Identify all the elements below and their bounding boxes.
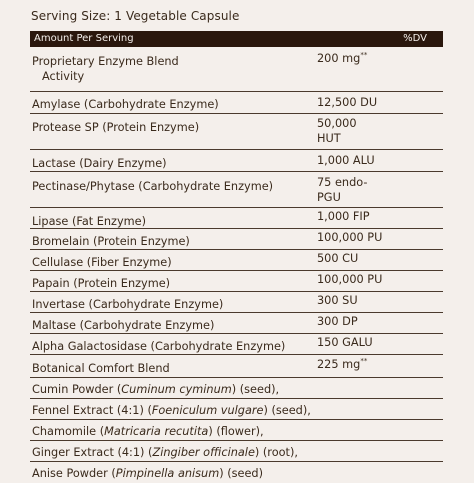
amount-value-line1: 75 endo-	[317, 176, 368, 189]
nutrient-amount: 150 GALU	[317, 336, 373, 349]
ingredient-text	[32, 382, 279, 397]
amount-per-serving-label: Amount Per Serving	[34, 33, 134, 44]
nutrient-name: Cellulase (Fiber Enzyme)	[32, 256, 172, 269]
nutrient-name-line2: Activity	[42, 70, 85, 83]
nutrient-name: Botanical Comfort Blend	[32, 362, 170, 375]
amount-value: 225 mg	[317, 358, 361, 371]
nutrient-table	[30, 49, 443, 483]
nutrient-amount	[317, 51, 367, 66]
amount-footnote-mark: **	[360, 357, 368, 366]
nutrient-amount: 300 DP	[317, 315, 358, 328]
ingredient-text	[32, 403, 311, 418]
amount-value-line2: PGU	[317, 191, 341, 204]
ingredient-name: Anise Powder (	[32, 467, 116, 480]
nutrient-amount	[317, 175, 367, 205]
ingredient-row	[30, 420, 443, 441]
amount-value: 200 mg	[317, 52, 361, 65]
nutrient-name: Alpha Galactosidase (Carbohydrate Enzyme)	[32, 340, 286, 353]
nutrient-name: Protease SP (Protein Enzyme)	[32, 121, 200, 134]
ingredient-row	[30, 441, 443, 462]
nutrient-name-line1: Proprietary Enzyme Blend	[32, 55, 179, 68]
nutrient-amount	[317, 357, 367, 372]
table-row	[30, 292, 443, 313]
nutrient-amount: 1,000 FIP	[317, 210, 370, 223]
nutrient-name: Pectinase/Phytase (Carbohydrate Enzyme)	[32, 180, 274, 193]
nutrient-amount: 100,000 PU	[317, 273, 383, 286]
nutrient-name	[32, 54, 179, 84]
nutrient-amount	[317, 116, 357, 146]
ingredient-latin-name: Zingiber officinale	[152, 446, 255, 459]
ingredient-name: Chamomile (	[32, 425, 105, 438]
table-row	[30, 208, 443, 229]
nutrient-name: Papain (Protein Enzyme)	[32, 277, 171, 290]
ingredient-text	[32, 424, 264, 439]
table-row	[30, 150, 443, 172]
ingredient-part: ) (root),	[254, 446, 298, 459]
serving-size: Serving Size: 1 Vegetable Capsule	[31, 9, 240, 23]
amount-value-line2: HUT	[317, 132, 341, 145]
nutrient-amount: 300 SU	[317, 294, 358, 307]
nutrient-name: Amylase (Carbohydrate Enzyme)	[32, 98, 219, 111]
nutrient-amount: 500 CU	[317, 252, 359, 265]
ingredient-row	[30, 399, 443, 420]
ingredient-latin-name: Matricaria recutita	[104, 425, 209, 438]
nutrient-name: Maltase (Carbohydrate Enzyme)	[32, 319, 215, 332]
ingredient-part: ) (flower),	[208, 425, 264, 438]
table-row	[30, 114, 443, 150]
table-row	[30, 229, 443, 250]
daily-value-label: %DV	[403, 33, 427, 44]
ingredient-part: ) (seed)	[219, 467, 263, 480]
table-row	[30, 271, 443, 292]
table-header	[30, 31, 443, 47]
table-row	[30, 355, 443, 378]
ingredient-name: Ginger Extract (4:1) (	[32, 446, 153, 459]
ingredient-latin-name: Cuminum cyminum	[121, 383, 232, 396]
ingredient-name: Fennel Extract (4:1) (	[32, 404, 152, 417]
ingredient-part: ) (seed),	[231, 383, 280, 396]
amount-value-line1: 50,000	[317, 117, 357, 130]
ingredient-latin-name: Foeniculum vulgare	[151, 404, 264, 417]
ingredient-row	[30, 462, 443, 483]
table-row	[30, 49, 443, 92]
ingredient-row	[30, 378, 443, 399]
table-row	[30, 250, 443, 271]
table-row	[30, 313, 443, 334]
nutrient-amount: 1,000 ALU	[317, 154, 375, 167]
nutrient-amount: 100,000 PU	[317, 231, 383, 244]
nutrient-name: Invertase (Carbohydrate Enzyme)	[32, 298, 224, 311]
ingredient-part: ) (seed),	[263, 404, 311, 417]
ingredient-name: Cumin Powder (	[32, 383, 122, 396]
table-row	[30, 92, 443, 114]
ingredient-latin-name: Pimpinella anisum	[115, 467, 220, 480]
ingredient-text	[32, 445, 298, 460]
nutrient-name: Lactase (Dairy Enzyme)	[32, 157, 167, 170]
table-row	[30, 334, 443, 355]
table-row	[30, 172, 443, 208]
amount-footnote-mark: **	[360, 51, 368, 60]
nutrient-name: Lipase (Fat Enzyme)	[32, 215, 147, 228]
nutrient-name: Bromelain (Protein Enzyme)	[32, 235, 190, 248]
nutrient-amount: 12,500 DU	[317, 96, 378, 109]
